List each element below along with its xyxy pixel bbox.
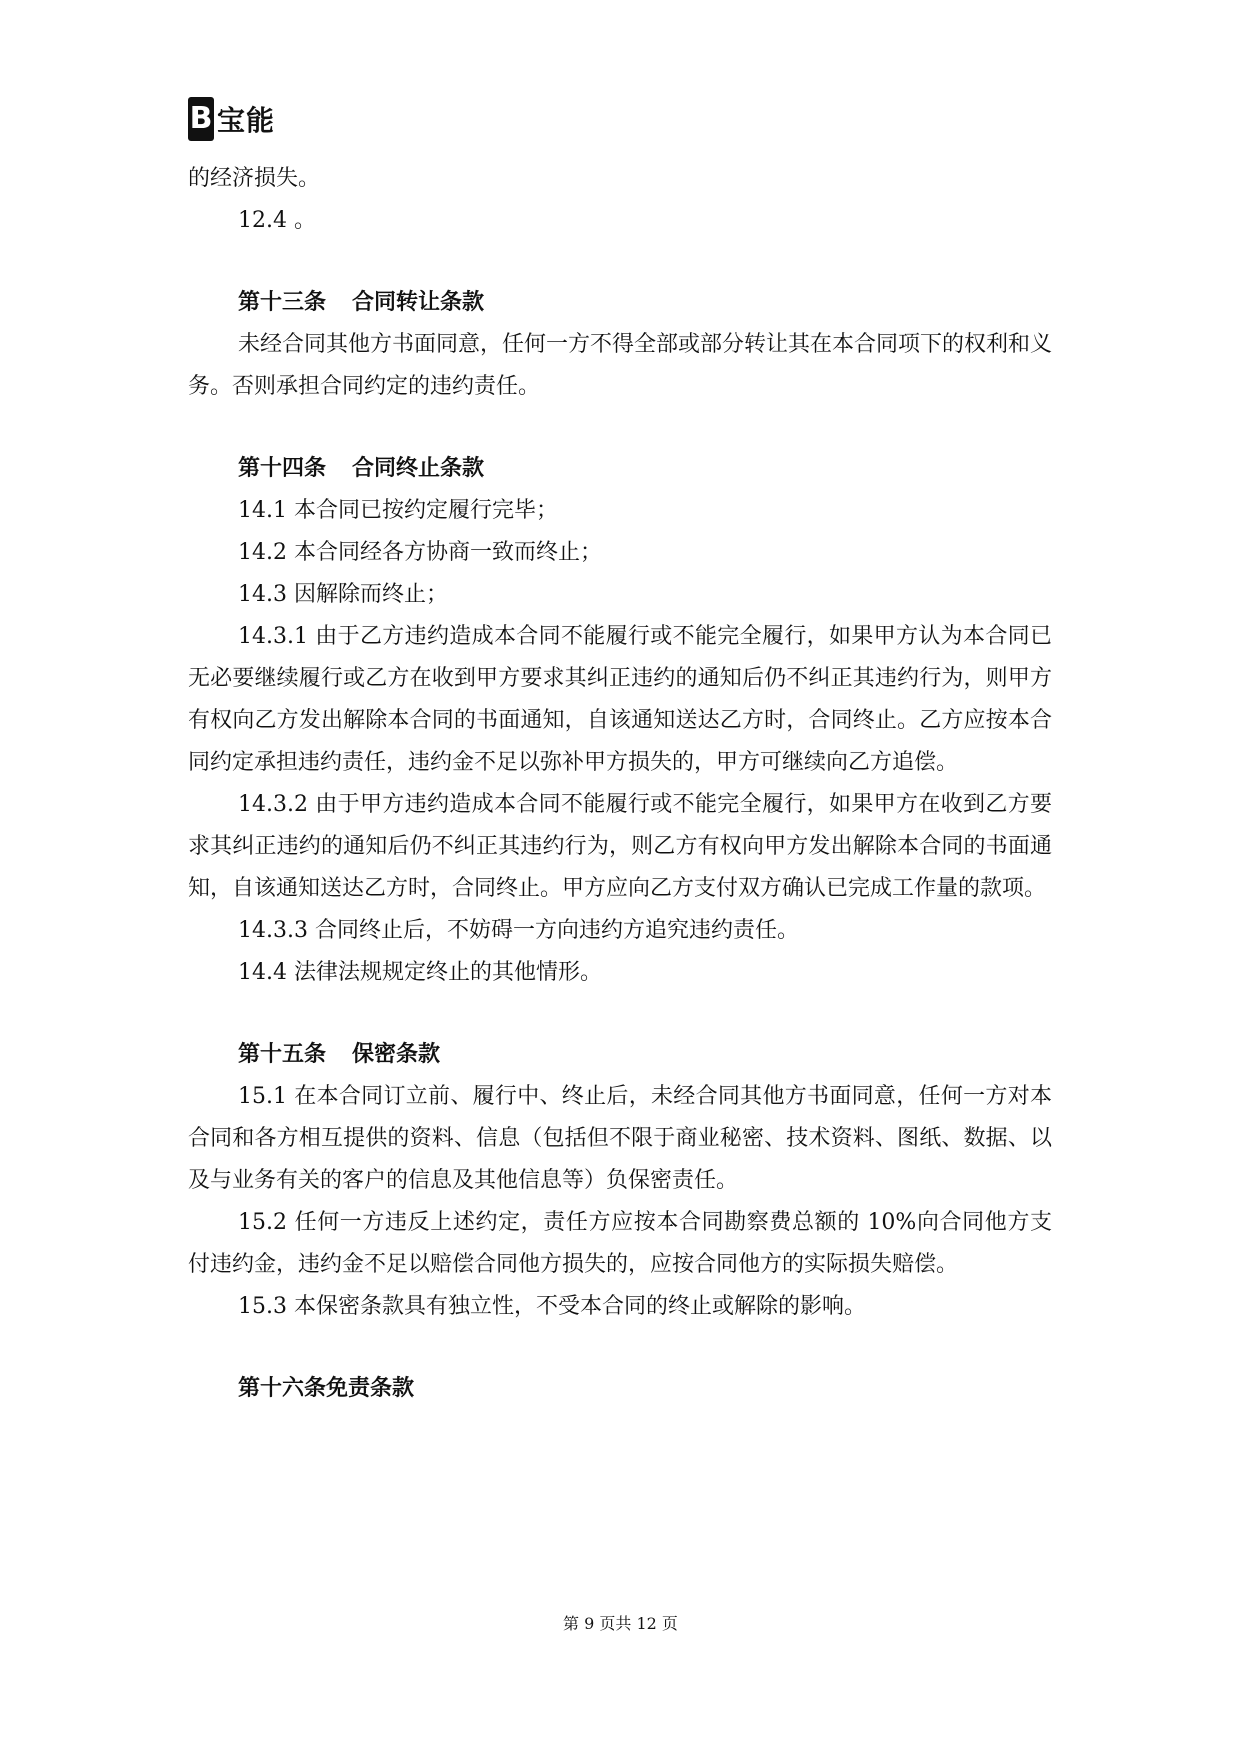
paragraph: 14.3 因解除而终止； (238, 582, 448, 607)
paragraph: 14.3.1 由于乙方违约造成本合同不能履行或不能完全履行，如果甲方认为本合同已无必要继续履行或乙方在收到甲方要求其纠正违约的通知后仍不纠正其违约行为，则甲方有权向乙方发出解除本合同的书面通知，自该通知送达乙方时，合同终止。乙方应按本合同约定承担违约责任，违约金不足以弥补甲方损失的，甲方可继续向乙方追偿。 (188, 624, 1052, 775)
section-number: 第十五条 (238, 1042, 327, 1067)
paragraph: 的经济损失。 (188, 166, 321, 191)
paragraph: 14.2 本合同经各方协商一致而终止； (238, 540, 602, 565)
paragraph: 14.3.3 合同终止后，不妨碍一方向违约方追究违约责任。 (238, 918, 799, 943)
section-heading (188, 282, 1052, 324)
company-logo (188, 95, 275, 143)
section-title: 保密条款 (352, 1042, 441, 1067)
section-heading (188, 1368, 1052, 1410)
paragraph: 15.2 任何一方违反上述约定，责任方应按本合同勘察费总额的 10%向合同他方支付违约金，违约金不足以赔偿合同他方损失的，应按合同他方的实际损失赔偿。 (188, 1210, 1052, 1277)
section-heading (188, 1034, 1052, 1076)
page-footer: 第 9 页共 12 页 (563, 1614, 678, 1633)
paragraph: 14.4 法律法规规定终止的其他情形。 (238, 960, 602, 985)
section-number: 第十三条 (238, 290, 327, 315)
paragraph: 未经合同其他方书面同意，任何一方不得全部或部分转让其在本合同项下的权利和义务。否则承担合同约定的违约责任。 (188, 332, 1053, 399)
paragraph: 15.3 本保密条款具有独立性，不受本合同的终止或解除的影响。 (238, 1294, 866, 1319)
logo-b-icon: B (188, 97, 214, 141)
section-heading (188, 448, 1052, 490)
paragraph: 14.1 本合同已按约定履行完毕； (238, 498, 558, 523)
document-body (188, 158, 1052, 1410)
section-number: 第十六条免责条款 (238, 1376, 415, 1401)
section-title: 合同转让条款 (352, 290, 485, 315)
paragraph: 15.1 在本合同订立前、履行中、终止后，未经合同其他方书面同意，任何一方对本合同和各方相互提供的资料、信息（包括但不限于商业秘密、技术资料、图纸、数据、以及与业务有关的客户的信息及其他信息等）负保密责任。 (188, 1084, 1052, 1193)
paragraph: 14.3.2 由于甲方违约造成本合同不能履行或不能完全履行，如果甲方在收到乙方要求其纠正违约的通知后仍不纠正其违约行为，则乙方有权向甲方发出解除本合同的书面通知，自该通知送达乙方时，合同终止。甲方应向乙方支付双方确认已完成工作量的款项。 (188, 792, 1052, 901)
logo-text: 宝能 (217, 104, 276, 137)
section-title: 合同终止条款 (352, 456, 485, 481)
paragraph: 12.4 。 (238, 208, 316, 233)
section-number: 第十四条 (238, 456, 327, 481)
